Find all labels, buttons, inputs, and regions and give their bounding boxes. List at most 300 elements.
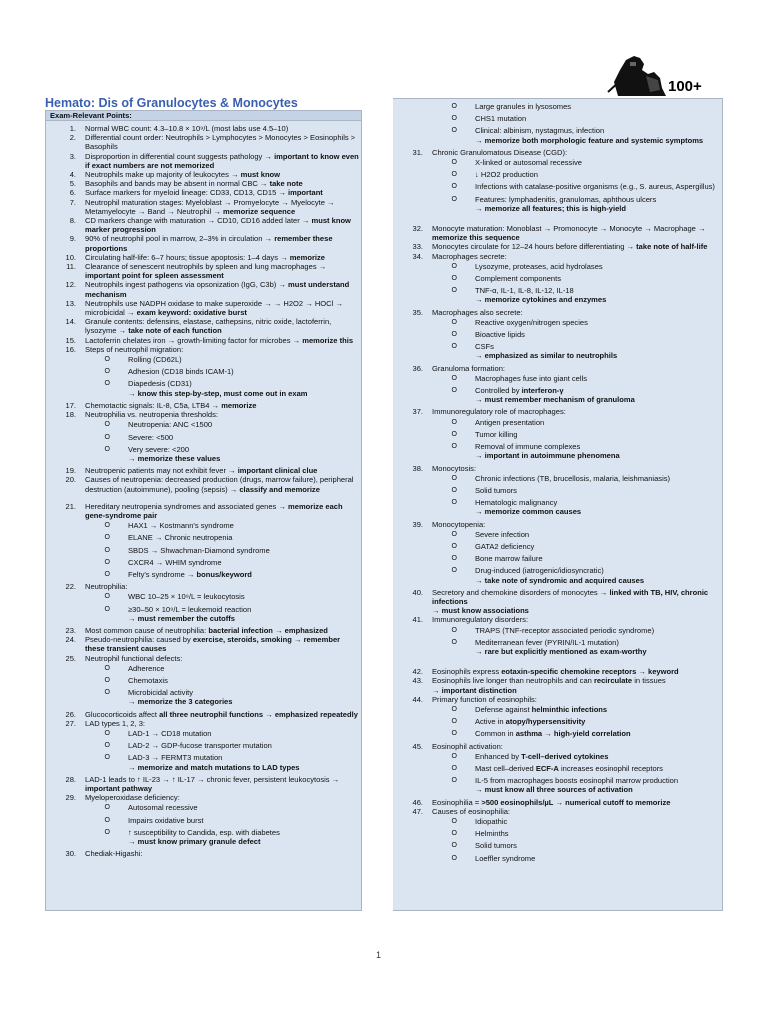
- item-text: Primary function of eosinophils:: [432, 694, 537, 704]
- list-item: [48, 216, 359, 234]
- item-text: Secretory and chemokine disorders of monocytes →: [432, 587, 610, 597]
- sub-item: [48, 664, 359, 673]
- bullet-icon: O: [451, 374, 457, 382]
- sub-item: [395, 474, 720, 483]
- bullet-icon: O: [104, 368, 110, 376]
- sub-item: [395, 342, 720, 360]
- item-number: 31.: [412, 147, 423, 157]
- item-body: [432, 252, 720, 261]
- sub-item: [395, 638, 720, 656]
- item-number: 43.: [412, 676, 423, 686]
- item-note: → memorize these values: [128, 453, 221, 463]
- item-text: LAD-1 → CD18 mutation: [128, 728, 212, 738]
- item-emphasis: memorize this: [302, 335, 354, 345]
- list-item: [48, 198, 359, 216]
- item-emphasis: important pathway: [85, 784, 153, 793]
- sub-item-body: [475, 318, 720, 327]
- item-emphasis: keyword: [648, 667, 679, 677]
- item-text: Microbicidal activity: [128, 688, 194, 698]
- item-text: Adhesion (CD18 binds ICAM-1): [128, 367, 234, 377]
- item-number: 32.: [412, 224, 423, 234]
- item-number: 29.: [65, 793, 76, 803]
- item-number: 18.: [65, 410, 76, 420]
- item-body: [85, 466, 359, 475]
- item-number: 35.: [412, 307, 423, 317]
- item-text: Felty's syndrome →: [128, 569, 197, 579]
- sub-item: [395, 554, 720, 563]
- list-item: [48, 793, 359, 802]
- bullet-icon: O: [451, 443, 457, 451]
- item-emphasis: important: [288, 188, 323, 198]
- sub-item-body: [128, 828, 359, 846]
- item-text: SBDS → Shwachman-Diamond syndrome: [128, 545, 270, 555]
- item-text: Eosinophilia =: [432, 797, 482, 807]
- bullet-icon: O: [451, 262, 457, 270]
- sub-item: [395, 114, 720, 123]
- item-emphasis: important point for spleen assessment: [85, 271, 224, 281]
- list-item: [48, 179, 359, 188]
- sub-item: [395, 126, 720, 144]
- list-item: [48, 299, 359, 317]
- left-item-list: [48, 124, 359, 858]
- list-item: [395, 695, 720, 704]
- list-item: [48, 635, 359, 653]
- bullet-icon: O: [451, 752, 457, 760]
- sub-item-body: [475, 752, 720, 761]
- list-item: [395, 676, 720, 694]
- sub-item-body: [128, 570, 359, 579]
- item-text: in tissues: [632, 676, 666, 686]
- item-body: [432, 364, 720, 373]
- item-text: ↓ H2O2 production: [475, 170, 538, 180]
- bullet-icon: O: [451, 115, 457, 123]
- item-text: Hereditary neutropenia syndromes and associated genes →: [85, 501, 289, 511]
- bullet-icon: O: [104, 816, 110, 824]
- item-emphasis: recirculate: [593, 676, 633, 686]
- item-text: ≥30–50 × 10⁹/L = leukemoid reaction: [128, 604, 252, 614]
- bullet-icon: O: [451, 127, 457, 135]
- item-text: →: [636, 667, 649, 677]
- item-number: 42.: [412, 667, 423, 677]
- item-text: Clinical: albinism, nystagmus, infection: [475, 126, 605, 136]
- sub-item: [48, 433, 359, 442]
- item-number: 22.: [65, 582, 76, 592]
- bullet-icon: O: [104, 522, 110, 530]
- item-emphasis: take note of each function: [128, 326, 222, 336]
- item-emphasis: must understand mechanism: [85, 280, 350, 299]
- item-text: ELANE → Chronic neutropenia: [128, 533, 233, 543]
- sub-item: [48, 367, 359, 376]
- sub-item-body: [475, 330, 720, 339]
- sub-item-body: [128, 753, 359, 771]
- item-text: Chediak-Higashi:: [85, 849, 143, 859]
- item-number: 6.: [69, 188, 76, 198]
- sub-item-body: [475, 498, 720, 516]
- bullet-icon: O: [104, 558, 110, 566]
- list-item: [395, 224, 720, 242]
- sub-item-body: [475, 158, 720, 167]
- list-item: [48, 188, 359, 197]
- item-text: increases eosinophil receptors: [558, 763, 663, 773]
- sub-item-body: [128, 741, 359, 750]
- item-text: Impairs oxidative burst: [128, 815, 204, 825]
- list-item: [395, 798, 720, 807]
- sub-item: [48, 816, 359, 825]
- bullet-icon: O: [104, 664, 110, 672]
- sub-item: [395, 170, 720, 179]
- item-note: → must know all three sources of activation: [475, 785, 633, 795]
- list-item: [48, 253, 359, 262]
- item-text: Severe infection: [475, 529, 530, 539]
- item-body: [85, 775, 359, 793]
- item-text: CD markers change with maturation → CD10, CD16 added later →: [85, 216, 312, 226]
- bullet-icon: O: [451, 159, 457, 167]
- bullet-icon: O: [451, 275, 457, 283]
- sub-item-body: [128, 688, 359, 706]
- item-number: 26.: [65, 709, 76, 719]
- item-body: [432, 742, 720, 751]
- item-emphasis: classify and memorize: [239, 484, 320, 494]
- item-note: → important distinction: [432, 685, 517, 695]
- sub-item-body: [475, 764, 720, 773]
- item-text: LAD-3 → FERMT3 mutation: [128, 753, 223, 763]
- item-body: [85, 152, 359, 170]
- item-text: Reactive oxygen/nitrogen species: [475, 317, 588, 327]
- item-note: → must remember the cutoffs: [128, 613, 235, 623]
- item-note: → important in autoimmune phenomena: [475, 451, 620, 461]
- item-text: Glucocorticoids affect: [85, 709, 160, 719]
- item-body: [432, 224, 720, 242]
- item-number: 38.: [412, 463, 423, 473]
- bullet-icon: O: [451, 387, 457, 395]
- sub-item-body: [475, 705, 720, 714]
- item-emphasis: bonus/keyword: [196, 569, 252, 579]
- item-number: 28.: [65, 774, 76, 784]
- sub-item-body: [475, 841, 720, 850]
- item-text: Large granules in lysosomes: [475, 102, 572, 111]
- item-text: Tumor killing: [475, 429, 518, 439]
- bullet-icon: O: [104, 676, 110, 684]
- item-text: CXCR4 → WHIM syndrome: [128, 557, 222, 567]
- item-text: Lysozyme, proteases, acid hydrolases: [475, 261, 603, 271]
- bullet-icon: O: [451, 777, 457, 785]
- bullet-icon: O: [451, 626, 457, 634]
- item-number: 5.: [69, 179, 76, 189]
- item-text: WBC 10–25 × 10⁹/L = leukocytosis: [128, 592, 245, 602]
- item-text: LAD-2 → GDP-fucose transporter mutation: [128, 741, 272, 751]
- item-emphasis: emphasized: [284, 625, 328, 635]
- item-text: CHS1 mutation: [475, 114, 527, 124]
- bullet-icon: O: [104, 729, 110, 737]
- sub-item: [48, 729, 359, 738]
- list-item: [395, 667, 720, 676]
- item-text: Complement components: [475, 274, 561, 284]
- item-text: Neutrophils ingest pathogens via opsonization (IgG, C3b) →: [85, 280, 289, 290]
- list-item: [395, 464, 720, 473]
- item-emphasis: atopy/hypersensitivity: [505, 717, 586, 727]
- item-body: [85, 626, 359, 635]
- sub-item: [48, 676, 359, 685]
- item-text: Chemotaxis: [128, 675, 168, 685]
- list-item: [395, 615, 720, 624]
- bullet-icon: O: [451, 638, 457, 646]
- item-note: → must know associations: [432, 606, 529, 616]
- item-number: 21.: [65, 501, 76, 511]
- sub-item: [395, 829, 720, 838]
- item-text: Neutrophil maturation stages: Myeloblast → Promyelocyte → Myelocyte → Metamyelocyte → Band → Neutrophil →: [85, 197, 335, 216]
- item-text: Eosinophil activation:: [432, 741, 503, 751]
- sub-item: [48, 803, 359, 812]
- item-text: Mast cell–derived: [475, 763, 536, 773]
- sub-item-body: [128, 816, 359, 825]
- sub-item: [48, 533, 359, 542]
- item-emphasis: exam keyword: oxidative burst: [136, 308, 247, 318]
- sub-item-body: [128, 558, 359, 567]
- item-body: [432, 148, 720, 157]
- item-body: [85, 475, 359, 493]
- item-text: Infections with catalase-positive organisms (e.g., S. aureus, Aspergillus): [475, 182, 715, 192]
- item-text: Neutrophils use NADPH oxidase to make superoxide → → H2O2 → HOCl → microbicidal →: [85, 298, 343, 318]
- item-text: Chronic Granulomatous Disease (CGD):: [432, 147, 568, 157]
- item-number: 36.: [412, 363, 423, 373]
- sub-item-body: [128, 605, 359, 623]
- list-item: [395, 364, 720, 373]
- bullet-icon: O: [104, 570, 110, 578]
- item-text: X-linked or autosomal recessive: [475, 158, 582, 168]
- item-text: Mediterranean fever (PYRIN/IL-1 mutation): [475, 637, 619, 647]
- item-body: [432, 615, 720, 624]
- bullet-icon: O: [104, 689, 110, 697]
- item-text: Common in: [475, 729, 516, 739]
- bullet-icon: O: [104, 421, 110, 429]
- sub-item-body: [475, 817, 720, 826]
- item-number: 46.: [412, 797, 423, 807]
- item-text: Bone marrow failure: [475, 554, 543, 564]
- bullet-icon: O: [451, 103, 457, 110]
- item-text: Adherence: [128, 663, 165, 673]
- list-item: [48, 466, 359, 475]
- sub-item-body: [475, 374, 720, 383]
- section-divider: [48, 494, 359, 502]
- item-text: Most common cause of neutrophilia:: [85, 625, 209, 635]
- item-emphasis: eotaxin-specific chemokine receptors: [501, 667, 637, 677]
- item-body: [85, 198, 359, 216]
- bullet-icon: O: [451, 171, 457, 179]
- item-text: 90% of neutrophil pool in marrow, 2–3% in circulation →: [85, 234, 275, 244]
- item-text: Eosinophils express: [432, 667, 502, 677]
- item-number: 4.: [69, 170, 76, 180]
- sub-item-body: [475, 418, 720, 427]
- item-text: →: [291, 635, 304, 645]
- bullet-icon: O: [451, 854, 457, 862]
- item-number: 37.: [412, 407, 423, 417]
- bullet-icon: O: [104, 828, 110, 836]
- sub-item-body: [475, 566, 720, 584]
- sub-item: [48, 355, 359, 364]
- item-number: 3.: [69, 151, 76, 161]
- item-text: Eosinophils live longer than neutrophils and can: [432, 676, 594, 686]
- item-number: 19.: [65, 466, 76, 476]
- right-item-list: [395, 102, 720, 863]
- item-emphasis: helminthic infections: [531, 704, 608, 714]
- item-text: Severe: <500: [128, 432, 174, 442]
- item-text: Differential count order: Neutrophils > Lymphocytes > Monocytes > Eosinophils > Basophils: [85, 133, 356, 152]
- list-item: [48, 719, 359, 728]
- item-emphasis: take note: [269, 179, 303, 189]
- sub-item: [395, 854, 720, 863]
- list-item: [48, 654, 359, 663]
- sub-item-body: [128, 546, 359, 555]
- item-body: [85, 582, 359, 591]
- sub-item: [395, 717, 720, 726]
- item-number: 27.: [65, 718, 76, 728]
- sub-item: [48, 445, 359, 463]
- item-body: [432, 588, 720, 616]
- list-item: [48, 502, 359, 520]
- list-item: [48, 775, 359, 793]
- item-note: → emphasized as similar to neutrophils: [475, 351, 618, 361]
- item-text: Granule contents: defensins, elastase, cathepsins, nitric oxide, lactoferrin, lysozyme →: [85, 317, 332, 336]
- item-emphasis: exercise, steroids, smoking: [192, 635, 292, 645]
- bullet-icon: O: [451, 418, 457, 426]
- item-text: Immunoregulatory disorders:: [432, 615, 529, 625]
- list-item: [395, 742, 720, 751]
- header-badge: [604, 52, 714, 98]
- item-note: → memorize and match mutations to LAD types: [128, 762, 300, 772]
- item-body: [432, 520, 720, 529]
- sub-item: [48, 570, 359, 579]
- list-item: [48, 133, 359, 151]
- bullet-icon: O: [104, 593, 110, 601]
- item-text: Solid tumors: [475, 485, 517, 495]
- bullet-icon: O: [104, 534, 110, 542]
- item-body: [432, 667, 720, 676]
- sub-item-body: [475, 542, 720, 551]
- item-note: → memorize cytokines and enzymes: [475, 295, 607, 305]
- sub-item-body: [475, 170, 720, 179]
- item-note: → must remember mechanism of granuloma: [475, 395, 635, 405]
- list-item: [48, 317, 359, 335]
- item-body: [85, 124, 359, 133]
- sub-item: [48, 420, 359, 429]
- item-emphasis: must know: [240, 170, 281, 180]
- sub-item-body: [128, 445, 359, 463]
- bullet-icon: O: [451, 318, 457, 326]
- item-text: Removal of immune complexes: [475, 442, 581, 452]
- item-text: Neutrophils make up majority of leukocytes →: [85, 170, 241, 180]
- item-text: Basophils and bands may be absent in normal CBC →: [85, 179, 270, 189]
- item-emphasis: remember these proportions: [85, 234, 333, 253]
- item-emphasis: emphasized repeatedly: [274, 709, 358, 719]
- item-number: 13.: [65, 298, 76, 308]
- sub-item: [48, 753, 359, 771]
- item-text: Surface markers for myeloid lineage: CD33, CD13, CD15 →: [85, 188, 289, 198]
- sub-item: [395, 286, 720, 304]
- sub-item-body: [475, 530, 720, 539]
- bullet-icon: O: [451, 555, 457, 563]
- right-column: [393, 98, 723, 911]
- sub-item-body: [128, 521, 359, 530]
- item-body: [432, 695, 720, 704]
- sub-item-body: [475, 182, 720, 191]
- sub-item: [48, 558, 359, 567]
- item-body: [85, 133, 359, 151]
- item-text: Clearance of senescent neutrophils by spleen and lung macrophages →: [85, 262, 327, 272]
- section-divider: [395, 659, 720, 667]
- item-body: [432, 464, 720, 473]
- bullet-icon: O: [104, 754, 110, 762]
- section-divider: [395, 216, 720, 224]
- item-number: 2.: [69, 133, 76, 143]
- item-note: → know this step-by-step, must come out in exam: [128, 388, 308, 398]
- bullet-icon: O: [104, 356, 110, 364]
- bullet-icon: O: [451, 705, 457, 713]
- item-emphasis: memorize: [221, 400, 257, 410]
- item-body: [85, 280, 359, 298]
- item-note: → memorize all features; this is high-yield: [475, 203, 626, 213]
- bullet-icon: O: [451, 818, 457, 825]
- list-item: [48, 152, 359, 170]
- item-text: Myeloperoxidase deficiency:: [85, 793, 180, 803]
- item-text: Controlled by: [475, 386, 522, 396]
- item-emphasis: >500 eosinophils/µL: [481, 797, 554, 807]
- item-body: [432, 242, 720, 251]
- list-item: [48, 124, 359, 133]
- sub-item: [395, 530, 720, 539]
- item-text: Macrophages fuse into giant cells: [475, 373, 588, 383]
- item-body: [85, 216, 359, 234]
- item-note: → must know primary granule defect: [128, 837, 261, 847]
- sub-item: [395, 442, 720, 460]
- sub-item-body: [128, 729, 359, 738]
- item-body: [85, 345, 359, 354]
- item-emphasis: important to know even if exact numbers are not memorized: [85, 151, 359, 170]
- sub-item-body: [475, 126, 720, 144]
- bullet-icon: O: [451, 530, 457, 538]
- sub-item: [395, 729, 720, 738]
- sub-item-body: [128, 355, 359, 364]
- item-text: LAD-1 leads to ↑ IL-23 → ↑ IL-17 → chronic fever, persistent leukocytosis →: [85, 774, 340, 784]
- item-emphasis: memorize this sequence: [432, 233, 520, 243]
- list-item: [395, 520, 720, 529]
- item-number: 34.: [412, 251, 423, 261]
- item-body: [432, 407, 720, 416]
- bullet-icon: O: [451, 730, 457, 738]
- sub-item: [395, 386, 720, 404]
- item-number: 1.: [69, 124, 76, 133]
- bullet-icon: O: [451, 764, 457, 772]
- sub-item-body: [475, 486, 720, 495]
- list-item: [48, 849, 359, 858]
- bullet-icon: O: [451, 183, 457, 191]
- sub-item: [395, 418, 720, 427]
- item-emphasis: linked with TB, HIV, chronic infections: [432, 587, 709, 606]
- bullet-icon: O: [451, 830, 457, 838]
- sub-item: [395, 566, 720, 584]
- badge-label: 100+: [668, 78, 702, 95]
- sub-item: [48, 828, 359, 846]
- item-text: Chemotactic signals: IL-8, C5a, LTB4 →: [85, 400, 222, 410]
- list-item: [395, 252, 720, 261]
- sub-item: [395, 705, 720, 714]
- item-text: Defense against: [475, 704, 532, 714]
- item-body: [85, 234, 359, 252]
- item-text: Causes of neutropenia: decreased production (drugs, marrow failure), peripheral destruction (autoimmune), pooling (sepsis) →: [85, 475, 354, 494]
- item-text: Helminths: [475, 829, 509, 839]
- item-body: [85, 849, 359, 858]
- sub-item-body: [128, 420, 359, 429]
- list-item: [395, 148, 720, 157]
